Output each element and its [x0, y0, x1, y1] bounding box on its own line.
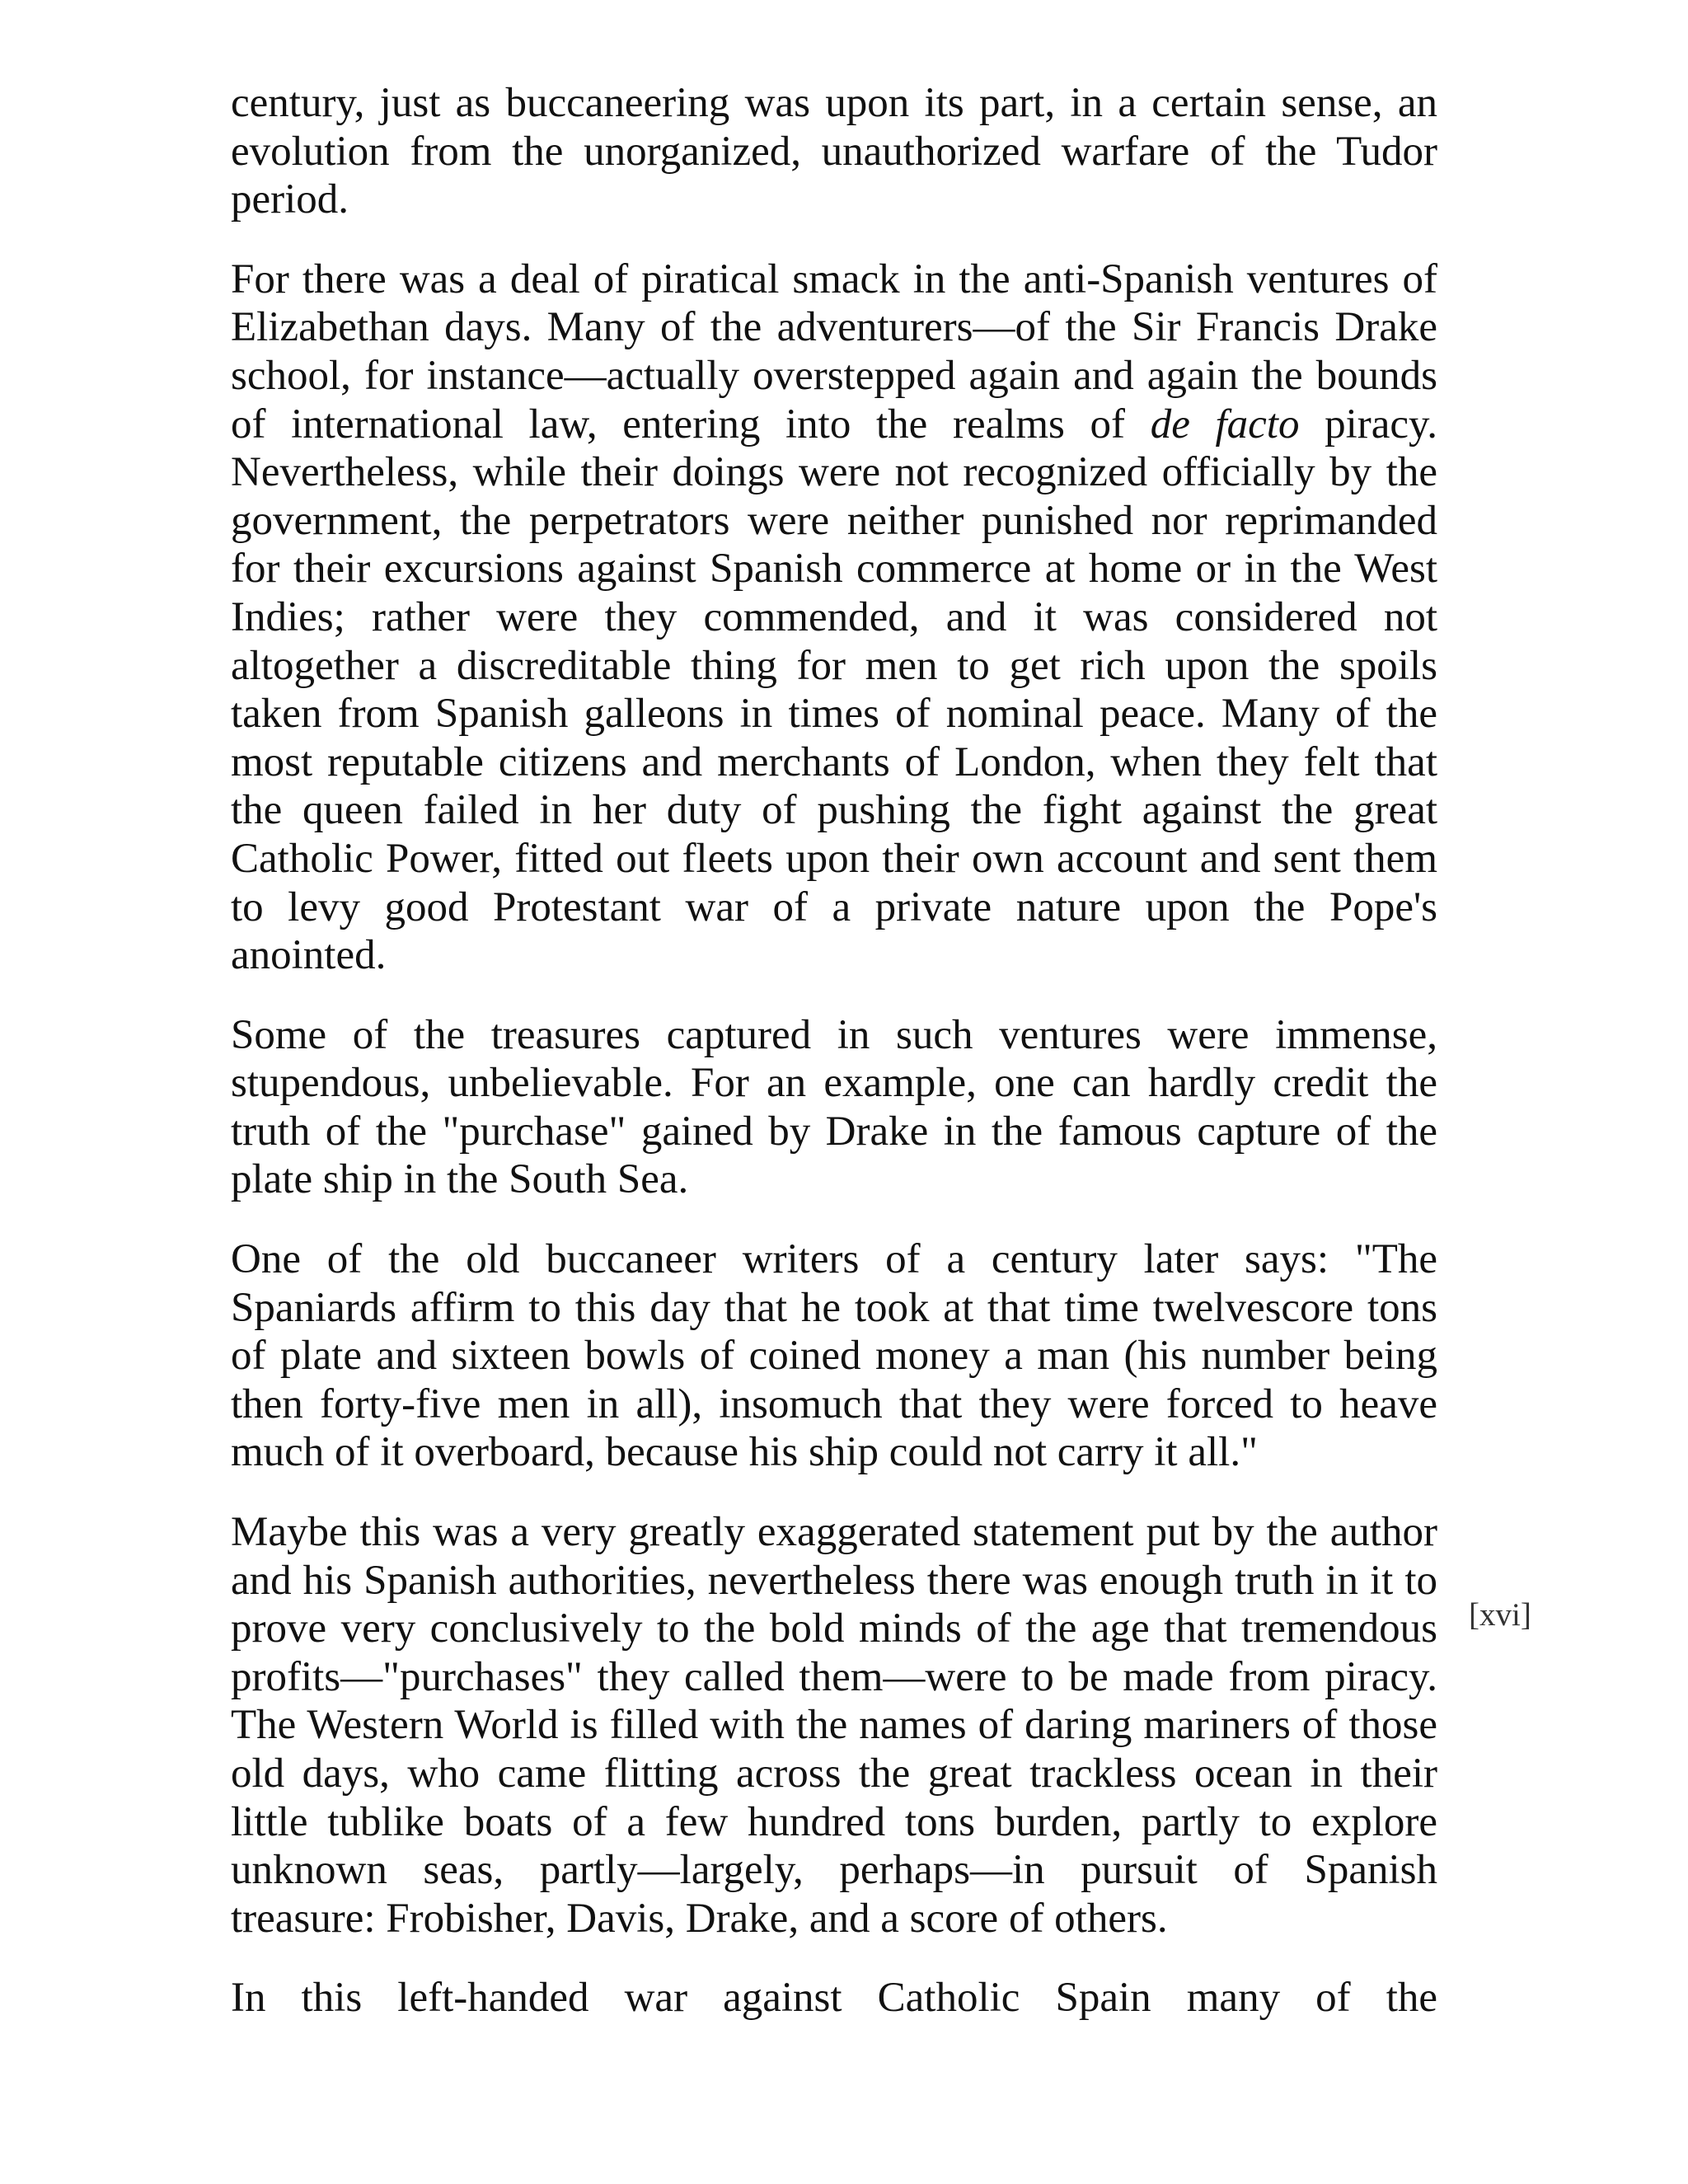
paragraph-text: In this left-handed war against Catholic Spain many of the: [231, 1975, 1437, 2022]
paragraph-1: [231, 79, 1437, 224]
body-text: [231, 79, 1437, 2054]
paragraph-4: [231, 1235, 1437, 1477]
paragraph-text: One of the old buccaneer writers of a century later says: "The Spaniards affirm to this day that he took at that time twelvescore tons of plate and sixteen bowls of coined money a man (his number being then forty-five men in all), insomuch that they were forced to heave much of it overboard, because his ship could not carry it all.": [231, 1236, 1437, 1476]
paragraph-text: century, just as buccaneering was upon its part, in a certain sense, an evolution from the unorganized, unauthorized warfare of the Tudor period.: [231, 80, 1437, 223]
paragraph-6: [231, 1974, 1437, 2022]
italic-term: de facto: [1150, 401, 1300, 448]
paragraph-text: Maybe this was a very greatly exaggerated statement put by the author and his Spanish authorities, nevertheless there was enough truth in it to prove very conclusively to the bold minds of the age that tremendous profits—"purchases" they called them—were to be made from piracy. The Western World is filled with the names of daring mariners of those old days, who came flitting across the great trackless ocean in their little tublike boats of a few hundred tons burden, partly to explore unknown seas, partly—largely, perhaps—in pursuit of Spanish treasure: Frobisher, Davis, Drake, and a score of others.: [231, 1509, 1437, 1942]
paragraph-5: [231, 1508, 1437, 1943]
paragraph-text: Some of the treasures captured in such ventures were immense, stupendous, unbelievable. For an example, one can hardly credit the truth of the "purchase" gained by Drake in the famous capture of the plate ship in the South Sea.: [231, 1011, 1437, 1203]
paragraph-text: For there was a deal of piratical smack in the anti-Spanish ventures of Elizabethan days. Many of the adventurers—of the Sir Francis Drake school, for instance—actually overstepped again and again the bounds of international law, entering into the realms of: [231, 255, 1437, 448]
paragraph-text: piracy. Nevertheless, while their doings were not recognized officially by the government, the perpetrators were neither punished nor reprimanded for their excursions against Spanish commerce at home or in the West Indies; rather were they commended, and it was considered not altogether a discreditable thing for men to get rich upon the spoils taken from Spanish galleons in times of nominal peace. Many of the most reputable citizens and merchants of London, when they felt that the queen failed in her duty of pushing the fight against the great Catholic Power, fitted out fleets upon their own account and sent them to levy good Protestant war of a private nature upon the Pope's anointed.: [231, 401, 1437, 979]
page-number: [xvi]: [1469, 1597, 1531, 1633]
paragraph-3: [231, 1011, 1437, 1204]
paragraph-2: [231, 255, 1437, 980]
